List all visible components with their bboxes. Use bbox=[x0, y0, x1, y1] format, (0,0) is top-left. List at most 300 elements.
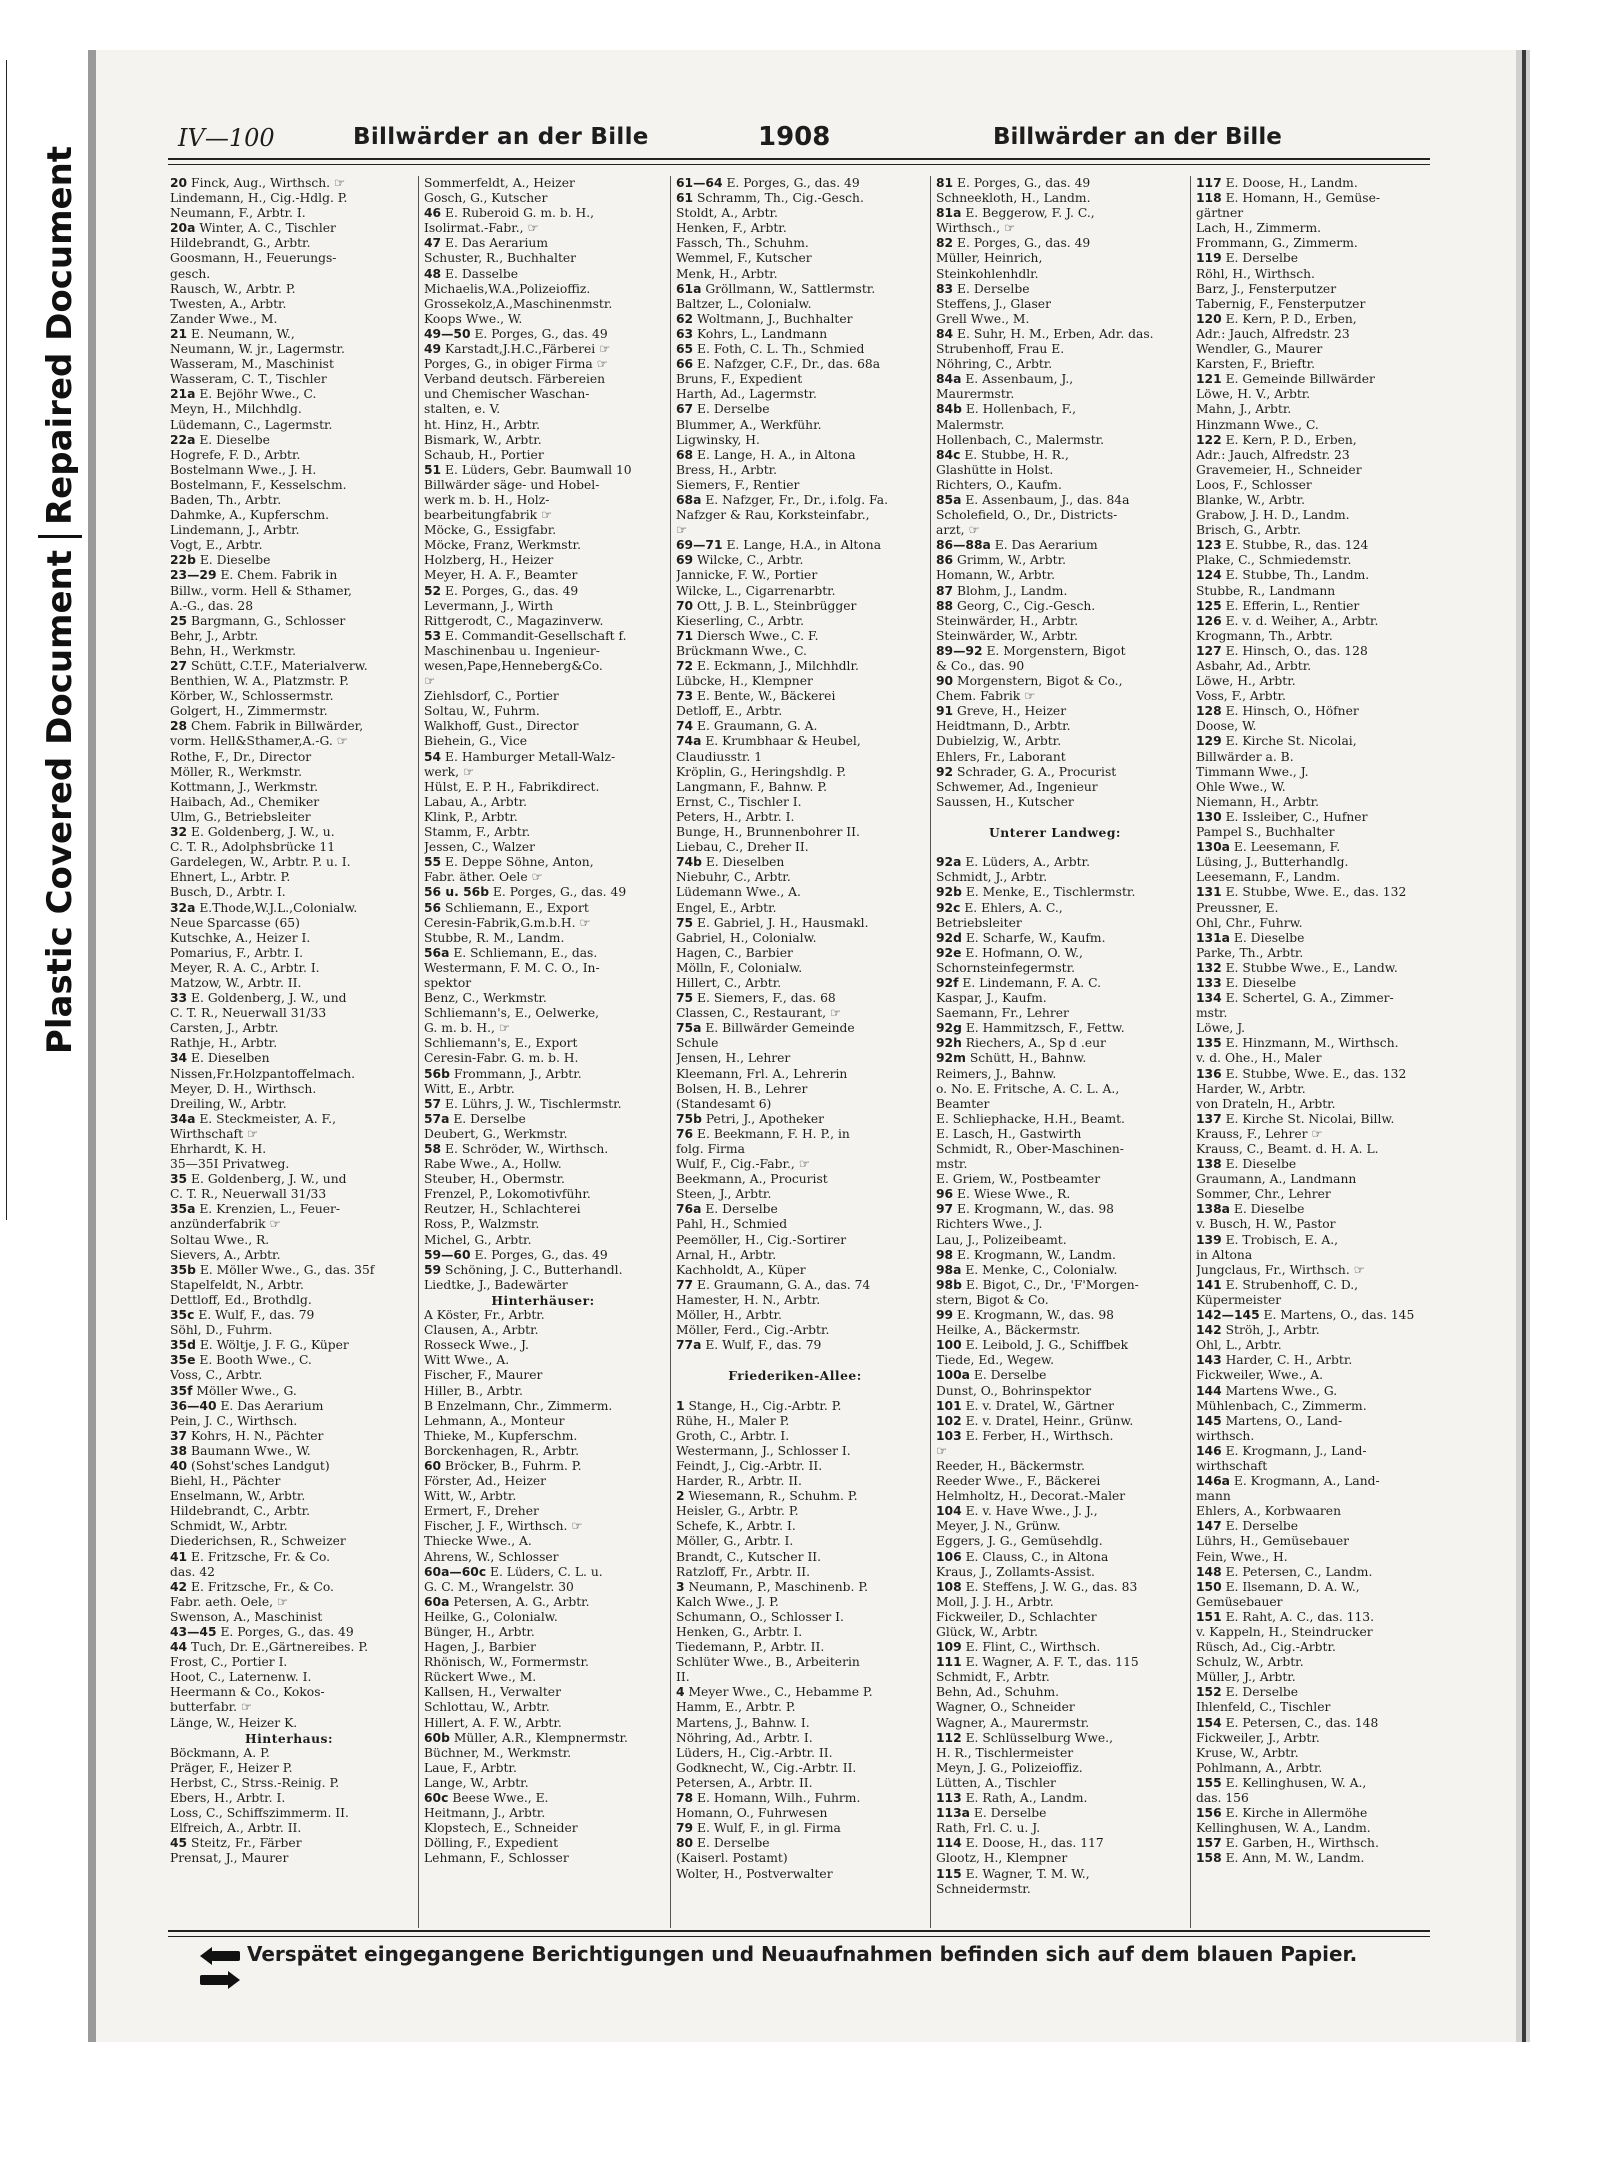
directory-entry: Hamm, E., Arbtr. P. bbox=[676, 1700, 796, 1715]
directory-entry: Benthien, W. A., Platzmstr. P. bbox=[170, 674, 349, 689]
directory-entry: Fischer, F., Maurer bbox=[424, 1368, 543, 1383]
directory-entry: Jannicke, F. W., Portier bbox=[676, 568, 818, 583]
directory-entry: 111 E. Wagner, A. F. T., das. 115 bbox=[936, 1655, 1139, 1670]
directory-entry: Kraus, J., Zollamts-Assist. bbox=[936, 1564, 1095, 1579]
directory-entry: Kruse, W., Arbtr. bbox=[1196, 1745, 1299, 1760]
directory-column-3 bbox=[676, 176, 914, 1882]
directory-entry: Frenzel, P., Lokomotivführ. bbox=[424, 1187, 591, 1202]
directory-entry: Nafzger & Rau, Korksteinfabr., bbox=[676, 508, 870, 523]
directory-entry: 83 E. Derselbe bbox=[936, 281, 1030, 296]
directory-entry: Saussen, H., Kutscher bbox=[936, 794, 1074, 809]
directory-entry: Ulm, G., Betriebsleiter bbox=[170, 809, 311, 824]
directory-entry: v. d. Ohe., H., Maler bbox=[1196, 1051, 1322, 1066]
directory-entry: ht. Hinz, H., Arbtr. bbox=[424, 417, 541, 432]
directory-entry: Ehrhardt, K. H. bbox=[170, 1142, 267, 1156]
directory-entry: Präger, F., Heizer P. bbox=[170, 1760, 293, 1775]
directory-entry bbox=[676, 1384, 914, 1399]
directory-entry: Steffens, J., Glaser bbox=[936, 296, 1051, 311]
directory-entry: 60c Beese Wwe., E. bbox=[424, 1791, 549, 1806]
directory-entry: mann bbox=[1196, 1489, 1231, 1504]
directory-entry: 129 E. Kirche St. Nicolai, bbox=[1196, 734, 1357, 749]
directory-entry: Laue, F., Arbtr. bbox=[424, 1760, 517, 1775]
directory-entry: Diederichsen, R., Schweizer bbox=[170, 1534, 346, 1549]
directory-entry: Glootz, H., Klempner bbox=[936, 1851, 1068, 1866]
column-divider bbox=[1190, 176, 1191, 1928]
directory-entry: Preussner, E. bbox=[1196, 900, 1279, 915]
directory-entry: Michel, G., Arbtr. bbox=[424, 1232, 532, 1247]
directory-entry: Reimers, J., Bahnw. bbox=[936, 1066, 1057, 1081]
directory-entry: 147 E. Derselbe bbox=[1196, 1519, 1299, 1534]
directory-entry: Möller, R., Werkmstr. bbox=[170, 764, 303, 779]
directory-entry: Körber, W., Schlossermstr. bbox=[170, 689, 334, 704]
header-title-left: Billwärder an der Bille bbox=[353, 124, 649, 150]
sidebar-label-repaired: Repaired Document bbox=[40, 145, 80, 525]
directory-entry: 49—50 E. Porges, G., das. 49 bbox=[424, 326, 608, 341]
directory-entry: Wasseram, C. T., Tischler bbox=[170, 372, 327, 387]
directory-entry: Moll, J. J. H., Arbtr. bbox=[936, 1594, 1054, 1609]
directory-entry: Gravemeier, H., Schneider bbox=[1196, 462, 1362, 477]
header-rule bbox=[168, 158, 1430, 165]
directory-entry: 80 E. Derselbe bbox=[676, 1836, 770, 1851]
directory-entry: Kleemann, Frl. A., Lehrerin bbox=[676, 1066, 848, 1081]
directory-entry: Carsten, J., Arbtr. bbox=[170, 1021, 279, 1036]
directory-entry: Schneidermstr. bbox=[936, 1881, 1031, 1896]
directory-entry: G. m. b. H., ☞ bbox=[424, 1021, 510, 1036]
directory-entry: 56 u. 56b E. Porges, G., das. 49 bbox=[424, 885, 627, 900]
directory-entry: Neue Sparcasse (65) bbox=[170, 915, 300, 930]
directory-entry: 35d E. Wöltje, J. F. G., Küper bbox=[170, 1338, 349, 1353]
directory-entry: Sievers, A., Arbtr. bbox=[170, 1247, 281, 1262]
directory-entry: Schlüter Wwe., B., Arbeiterin bbox=[676, 1655, 860, 1670]
directory-entry: Lau, J., Polizeibeamt. bbox=[936, 1232, 1067, 1247]
directory-entry: Rittgerodt, C., Magazinverw. bbox=[424, 613, 604, 628]
directory-entry: 74 E. Graumann, G. A. bbox=[676, 719, 818, 734]
directory-entry: Schwemer, Ad., Ingenieur bbox=[936, 779, 1098, 794]
directory-entry: Stapelfeldt, N., Arbtr. bbox=[170, 1277, 304, 1292]
directory-entry: Unterer Landweg: bbox=[989, 825, 1121, 841]
directory-entry: 126 E. v. d. Weiher, A., Arbtr. bbox=[1196, 613, 1379, 628]
directory-entry: v. Kappeln, H., Steindrucker bbox=[1196, 1625, 1373, 1639]
directory-entry: 102 E. v. Dratel, Heinr., Grünw. bbox=[936, 1413, 1134, 1428]
directory-entry: 127 E. Hinsch, O., das. 128 bbox=[1196, 643, 1368, 658]
directory-column-1 bbox=[170, 176, 408, 1867]
directory-entry: 132 E. Stubbe Wwe., E., Landw. bbox=[1196, 960, 1398, 975]
directory-entry: 92g E. Hammitzsch, F., Fettw. bbox=[936, 1021, 1125, 1036]
directory-entry: Mahn, J., Arbtr. bbox=[1196, 402, 1292, 417]
directory-entry: Richters Wwe., J. bbox=[936, 1217, 1043, 1232]
directory-entry: Büchner, M., Werkmstr. bbox=[424, 1745, 572, 1760]
directory-entry: Schulz, W., Arbtr. bbox=[1196, 1655, 1304, 1670]
directory-entry: Gemüsebauer bbox=[1196, 1594, 1283, 1609]
directory-entry: Meyer, H. A. F., Beamter bbox=[424, 568, 578, 583]
directory-entry: 22a E. Dieselbe bbox=[170, 432, 270, 447]
directory-entry: 56 Schliemann, E., Export bbox=[424, 900, 589, 915]
directory-entry: 133 E. Dieselbe bbox=[1196, 975, 1297, 990]
directory-entry: Lach, H., Zimmerm. bbox=[1196, 221, 1322, 236]
directory-entry: Kalch Wwe., J. P. bbox=[676, 1594, 779, 1609]
directory-entry: 57 E. Lührs, J. W., Tischlermstr. bbox=[424, 1096, 622, 1111]
directory-entry: Niemann, H., Arbtr. bbox=[1196, 794, 1320, 809]
directory-entry: Lange, W., Arbtr. bbox=[424, 1775, 529, 1790]
directory-entry: 88 Georg, C., Cig.-Gesch. bbox=[936, 598, 1096, 613]
directory-entry: Küpermeister bbox=[1196, 1292, 1282, 1307]
directory-entry: 1 Stange, H., Cig.-Arbtr. P. bbox=[676, 1398, 842, 1413]
directory-entry: (Kaiserl. Postamt) bbox=[676, 1851, 788, 1866]
directory-entry: 145 Martens, O., Land- bbox=[1196, 1413, 1343, 1428]
directory-entry: Witt, W., Arbtr. bbox=[424, 1489, 517, 1504]
directory-entry: Menk, H., Arbtr. bbox=[676, 266, 778, 281]
directory-entry: bearbeitungfabrik ☞ bbox=[424, 508, 553, 523]
directory-entry: Richters, O., Kaufm. bbox=[936, 477, 1062, 492]
directory-entry: werk, ☞ bbox=[424, 764, 474, 779]
directory-entry: Grossekolz,A.,Maschinenmstr. bbox=[424, 296, 613, 311]
header-title-right: Billwärder an der Bille bbox=[993, 124, 1282, 150]
directory-entry: Rüsch, Ad., Cig.-Arbtr. bbox=[1196, 1640, 1336, 1655]
directory-entry: Steinkohlenhdlr. bbox=[936, 266, 1039, 281]
directory-entry: Dettloff, Ed., Brothdlg. bbox=[170, 1292, 312, 1307]
directory-entry: Asbahr, Ad., Arbtr. bbox=[1196, 659, 1312, 673]
directory-entry: Reeder, H., Bäckermstr. bbox=[936, 1458, 1085, 1473]
directory-entry: 76 E. Beekmann, F. H. P., in bbox=[676, 1126, 850, 1141]
directory-entry: Wirthsch., ☞ bbox=[936, 221, 1015, 236]
directory-entry: Lehmann, A., Monteur bbox=[424, 1413, 565, 1428]
directory-entry: 84c E. Stubbe, H. R., bbox=[936, 447, 1069, 462]
directory-entry: Krauss, F., Lehrer ☞ bbox=[1196, 1126, 1323, 1141]
directory-entry: Swenson, A., Maschinist bbox=[170, 1609, 323, 1624]
directory-entry: spektor bbox=[424, 975, 472, 990]
directory-entry: Böckmann, A. P. bbox=[170, 1745, 270, 1760]
directory-entry: Sommer, Chr., Lehrer bbox=[1196, 1187, 1331, 1202]
directory-entry: 70 Ott, J. B. L., Steinbrügger bbox=[676, 598, 857, 613]
directory-entry: Heilke, A., Bäckermstr. bbox=[936, 1323, 1081, 1338]
directory-entry: Feindt, J., Cig.-Arbtr. II. bbox=[676, 1458, 823, 1473]
directory-entry bbox=[936, 810, 1174, 825]
directory-entry: Homann, O., Fuhrwesen bbox=[676, 1806, 828, 1821]
directory-entry: mstr. bbox=[936, 1157, 968, 1172]
directory-entry: Möcke, G., Essigfabr. bbox=[424, 523, 557, 538]
directory-entry: 85a E. Assenbaum, J., das. 84a bbox=[936, 492, 1130, 507]
directory-entry: 92d E. Scharfe, W., Kaufm. bbox=[936, 930, 1106, 945]
directory-entry: 100a E. Derselbe bbox=[936, 1368, 1047, 1383]
directory-entry: Ohle Wwe., W. bbox=[1196, 779, 1286, 794]
directory-entry: Steinwärder, W., Arbtr. bbox=[936, 628, 1078, 643]
directory-entry: 103 E. Ferber, H., Wirthsch. bbox=[936, 1428, 1114, 1443]
directory-entry: Mölln, F., Colonialw. bbox=[676, 960, 803, 975]
directory-entry: Pein, J. C., Wirthsch. bbox=[170, 1413, 298, 1428]
directory-entry: 35f Möller Wwe., G. bbox=[170, 1383, 297, 1398]
directory-entry: Ohl, Chr., Fuhrw. bbox=[1196, 915, 1303, 930]
directory-entry: 41 E. Fritzsche, Fr. & Co. bbox=[170, 1549, 331, 1564]
directory-entry: Wilcke, L., Cigarrenarbtr. bbox=[676, 583, 836, 598]
directory-entry: Schmidt, R., Ober-Maschinen- bbox=[936, 1142, 1124, 1156]
directory-entry: Pomarius, F., Arbtr. I. bbox=[170, 945, 304, 960]
directory-entry: Busch, D., Arbtr. I. bbox=[170, 885, 286, 900]
directory-entry: Ceresin-Fabr. G. m. b. H. bbox=[424, 1051, 579, 1066]
footer-rule bbox=[168, 1930, 1430, 1937]
directory-entry: Goosmann, H., Feuerungs- bbox=[170, 251, 337, 266]
directory-entry: 71 Diersch Wwe., C. F. bbox=[676, 628, 819, 643]
directory-entry: Peemöller, H., Cig.-Sortirer bbox=[676, 1232, 847, 1247]
directory-entry: Billwärder a. B. bbox=[1196, 749, 1294, 764]
directory-entry: Strubenhoff, Frau E. bbox=[936, 342, 1065, 357]
directory-entry: Biehein, G., Vice bbox=[424, 734, 527, 749]
directory-entry: 35c E. Wulf, F., das. 79 bbox=[170, 1308, 315, 1323]
directory-entry: Bolsen, H. B., Lehrer bbox=[676, 1081, 808, 1096]
directory-entry: Ehlers, Fr., Laborant bbox=[936, 749, 1066, 764]
directory-entry: 138 E. Dieselbe bbox=[1196, 1157, 1297, 1172]
directory-entry: Kaspar, J., Kaufm. bbox=[936, 991, 1047, 1006]
directory-entry: 152 E. Derselbe bbox=[1196, 1685, 1299, 1700]
directory-entry: Malermstr. bbox=[936, 417, 1005, 432]
directory-entry: Ross, P., Walzmstr. bbox=[424, 1217, 540, 1232]
directory-entry: Niebuhr, C., Arbtr. bbox=[676, 870, 791, 885]
directory-entry: 67 E. Derselbe bbox=[676, 402, 770, 417]
directory-entry: Twesten, A., Arbtr. bbox=[170, 296, 287, 311]
directory-entry: Baltzer, L., Colonialw. bbox=[676, 296, 812, 311]
directory-entry: Wirthschaft ☞ bbox=[170, 1126, 258, 1141]
directory-column-2 bbox=[424, 176, 662, 1867]
directory-entry: Schliemann's, E., Export bbox=[424, 1036, 578, 1051]
directory-entry: Billw., vorm. Hell & Sthamer, bbox=[170, 583, 352, 598]
directory-entry: 79 E. Wulf, F., in gl. Firma bbox=[676, 1821, 841, 1836]
directory-entry: Fabr. äther. Oele ☞ bbox=[424, 870, 543, 885]
directory-entry: 91 Greve, H., Heizer bbox=[936, 704, 1067, 719]
directory-entry: 59—60 E. Porges, G., das. 49 bbox=[424, 1247, 608, 1262]
directory-entry: Lüders, H., Cig.-Arbtr. II. bbox=[676, 1745, 833, 1760]
directory-entry: 104 E. v. Have Wwe., J. J., bbox=[936, 1504, 1098, 1519]
directory-entry: 60a Petersen, A. G., Arbtr. bbox=[424, 1594, 590, 1609]
directory-entry: 118 E. Homann, H., Gemüse- bbox=[1196, 191, 1381, 206]
directory-entry: Timmann Wwe., J. bbox=[1196, 764, 1309, 779]
directory-entry: Bismark, W., Arbtr. bbox=[424, 432, 542, 447]
directory-entry: Kottmann, J., Werkmstr. bbox=[170, 779, 319, 794]
directory-entry: Meyn, J. G., Polizeioffiz. bbox=[936, 1760, 1083, 1775]
directory-entry: butterfabr. ☞ bbox=[170, 1700, 252, 1715]
directory-entry: Harder, W., Arbtr. bbox=[1196, 1081, 1306, 1096]
directory-entry: 99 E. Krogmann, W., das. 98 bbox=[936, 1308, 1115, 1323]
directory-entry: 138a E. Dieselbe bbox=[1196, 1202, 1305, 1217]
pointing-hand-icon bbox=[200, 1947, 240, 1965]
directory-entry: 74b E. Dieselben bbox=[676, 855, 785, 870]
directory-entry: 134 E. Schertel, G. A., Zimmer- bbox=[1196, 991, 1394, 1006]
directory-entry: Wemmel, F., Kutscher bbox=[676, 251, 812, 266]
directory-entry: Fabr. aeth. Oele, ☞ bbox=[170, 1594, 288, 1609]
directory-entry: 120 E. Kern, P. D., Erben, bbox=[1196, 311, 1357, 326]
directory-entry: Länge, W., Heizer K. bbox=[170, 1715, 298, 1730]
directory-entry: arzt, ☞ bbox=[936, 523, 980, 538]
directory-entry: 148 E. Petersen, C., Landm. bbox=[1196, 1564, 1373, 1579]
directory-entry: Heisler, G., Arbtr. P. bbox=[676, 1504, 799, 1519]
directory-entry: Ceresin-Fabrik,G.m.b.H. ☞ bbox=[424, 915, 591, 930]
directory-entry: Meyer, D. H., Wirthsch. bbox=[170, 1081, 317, 1096]
sidebar-divider bbox=[6, 60, 7, 1220]
directory-entry: 97 E. Krogmann, W., das. 98 bbox=[936, 1202, 1115, 1217]
pointing-hand-icon bbox=[200, 1971, 240, 1989]
directory-entry: Harder, R., Arbtr. II. bbox=[676, 1474, 802, 1489]
directory-entry: Müller, Heinrich, bbox=[936, 251, 1043, 266]
directory-entry: Koops Wwe., W. bbox=[424, 311, 523, 326]
directory-entry: Voss, F., Arbtr. bbox=[1196, 689, 1286, 704]
directory-entry: 77 E. Graumann, G. A., das. 74 bbox=[676, 1277, 871, 1292]
directory-entry: Westermann, J., Schlosser I. bbox=[676, 1443, 851, 1458]
directory-entry: Siemers, F., Rentier bbox=[676, 477, 800, 492]
directory-entry: C. T. R., Neuerwall 31/33 bbox=[170, 1187, 327, 1202]
directory-entry: Ohl, L., Arbtr. bbox=[1196, 1338, 1282, 1353]
directory-entry: Prensat, J., Maurer bbox=[170, 1851, 289, 1866]
directory-entry: Grell Wwe., M. bbox=[936, 311, 1030, 326]
directory-entry: 100 E. Leibold, J. G., Schiffbek bbox=[936, 1338, 1129, 1353]
directory-entry: Tabernig, F., Fensterputzer bbox=[1196, 296, 1366, 311]
directory-entry: Hülst, E. P. H., Fabrikdirect. bbox=[424, 779, 600, 794]
directory-entry: Maurermstr. bbox=[936, 387, 1015, 402]
directory-entry: 3 Neumann, P., Maschinenb. P. bbox=[676, 1579, 869, 1594]
directory-entry: Engel, E., Arbtr. bbox=[676, 900, 777, 915]
directory-entry: Krauss, C., Beamt. d. H. A. L. bbox=[1196, 1142, 1379, 1156]
directory-entry: 84b E. Hollenbach, F., bbox=[936, 402, 1077, 417]
page-number: IV—100 bbox=[178, 124, 275, 152]
directory-entry: 43—45 E. Porges, G., das. 49 bbox=[170, 1625, 354, 1639]
directory-entry: 40 (Sohst'sches Landgut) bbox=[170, 1458, 330, 1473]
directory-entry: 123 E. Stubbe, R., das. 124 bbox=[1196, 538, 1369, 553]
directory-entry: Vogt, E., Arbtr. bbox=[170, 538, 263, 553]
directory-entry: 23—29 E. Chem. Fabrik in bbox=[170, 568, 338, 583]
directory-entry: 36—40 E. Das Aerarium bbox=[170, 1398, 324, 1413]
directory-entry: Gosch, G., Kutscher bbox=[424, 191, 548, 206]
directory-entry: anzünderfabrik ☞ bbox=[170, 1217, 281, 1232]
directory-entry: Claudiusstr. 1 bbox=[676, 749, 763, 764]
directory-entry: Dahmke, A., Kupferschm. bbox=[170, 508, 330, 523]
directory-entry: Levermann, J., Wirth bbox=[424, 598, 553, 613]
directory-entry: 51 E. Lüders, Gebr. Baumwall 10 bbox=[424, 462, 632, 477]
directory-entry: Wulf, F., Cig.-Fabr., ☞ bbox=[676, 1157, 810, 1172]
directory-entry: und Chemischer Waschan- bbox=[424, 387, 590, 402]
directory-entry: 151 E. Raht, A. C., das. 113. bbox=[1196, 1609, 1375, 1624]
directory-entry: Förster, Ad., Heizer bbox=[424, 1474, 547, 1489]
directory-column-4 bbox=[936, 176, 1174, 1897]
directory-entry: 73 E. Bente, W., Bäckerei bbox=[676, 689, 836, 704]
directory-entry: Golgert, H., Zimmermstr. bbox=[170, 704, 328, 719]
directory-entry: Rhönisch, W., Formermstr. bbox=[424, 1655, 589, 1670]
directory-entry: Barz, J., Fensterputzer bbox=[1196, 281, 1337, 296]
directory-entry: 77a E. Wulf, F., das. 79 bbox=[676, 1338, 822, 1353]
directory-entry: Elfreich, A., Arbtr. II. bbox=[170, 1821, 302, 1836]
directory-entry: das. 156 bbox=[1196, 1791, 1249, 1806]
directory-entry: mstr. bbox=[1196, 1006, 1228, 1021]
directory-entry: Wolter, H., Postverwalter bbox=[676, 1866, 833, 1881]
directory-entry: Hildebrandt, G., Arbtr. bbox=[170, 236, 311, 251]
directory-entry: Loss, C., Schiffszimmerm. II. bbox=[170, 1806, 349, 1821]
directory-entry: Langmann, F., Bahnw. P. bbox=[676, 779, 828, 794]
directory-entry: 52 E. Porges, G., das. 49 bbox=[424, 583, 579, 598]
directory-entry: Friederiken-Allee: bbox=[728, 1368, 862, 1384]
directory-entry: 42 E. Fritzsche, Fr., & Co. bbox=[170, 1579, 334, 1594]
directory-entry: gärtner bbox=[1196, 206, 1244, 221]
directory-entry: gesch. bbox=[170, 266, 211, 281]
directory-column-5 bbox=[1196, 176, 1428, 1867]
directory-entry: 92e E. Hofmann, O. W., bbox=[936, 945, 1083, 960]
directory-entry: o. No. E. Fritsche, A. C. L. A., bbox=[936, 1081, 1120, 1096]
directory-entry: 84 E. Suhr, H. M., Erben, Adr. das. bbox=[936, 326, 1154, 341]
directory-entry: Liebau, C., Dreher II. bbox=[676, 840, 809, 855]
directory-entry: Heitmann, J., Arbtr. bbox=[424, 1806, 546, 1821]
directory-entry: Betriebsleiter bbox=[936, 915, 1022, 930]
directory-entry: Holzberg, H., Heizer bbox=[424, 553, 554, 568]
directory-entry: 35b E. Möller Wwe., G., das. 35f bbox=[170, 1262, 375, 1277]
directory-entry: 150 E. Ilsemann, D. A. W., bbox=[1196, 1579, 1360, 1594]
directory-entry: Soltau Wwe., R. bbox=[170, 1232, 270, 1247]
directory-entry: 92h Riechers, A., Sp d .eur bbox=[936, 1036, 1106, 1051]
directory-entry: Lüdemann, C., Lagermstr. bbox=[170, 417, 333, 432]
directory-entry: Dölling, F., Expedient bbox=[424, 1836, 559, 1851]
directory-entry: 98a E. Menke, C., Colonialw. bbox=[936, 1262, 1118, 1277]
directory-entry: II. bbox=[676, 1670, 690, 1685]
directory-entry: Matzow, W., Arbtr. II. bbox=[170, 975, 302, 990]
directory-entry: 81a E. Beggerow, F. J. C., bbox=[936, 206, 1095, 221]
sidebar-label-plastic: Plastic Covered Document bbox=[40, 550, 80, 1055]
directory-entry: 68 E. Lange, H. A., in Altona bbox=[676, 447, 856, 462]
directory-entry: 113a E. Derselbe bbox=[936, 1806, 1047, 1821]
directory-entry: 155 E. Kellinghusen, W. A., bbox=[1196, 1775, 1367, 1790]
directory-entry: Heilke, G., Colonialw. bbox=[424, 1609, 558, 1624]
directory-entry: Fickweiler, Wwe., A. bbox=[1196, 1368, 1324, 1383]
directory-entry: 34 E. Dieselben bbox=[170, 1051, 270, 1066]
directory-entry: 146a E. Krogmann, A., Land- bbox=[1196, 1474, 1380, 1489]
directory-entry: (Standesamt 6) bbox=[676, 1096, 772, 1111]
directory-entry: Reeder Wwe., F., Bäckerei bbox=[936, 1474, 1101, 1489]
directory-entry: 47 E. Das Aerarium bbox=[424, 236, 548, 251]
directory-entry: Bostelmann, F., Kesselschm. bbox=[170, 477, 347, 492]
directory-entry: 20a Winter, A. C., Tischler bbox=[170, 221, 336, 236]
directory-entry: Doose, W. bbox=[1196, 719, 1257, 734]
directory-entry: Hinterhäuser: bbox=[491, 1292, 595, 1308]
column-divider bbox=[418, 176, 419, 1928]
directory-entry: 28 Chem. Fabrik in Billwärder, bbox=[170, 719, 364, 734]
directory-entry: Harth, Ad., Lagermstr. bbox=[676, 387, 817, 402]
directory-entry: Witt, E., Arbtr. bbox=[424, 1081, 515, 1096]
footer-notice bbox=[200, 1942, 1400, 1982]
directory-entry: 109 E. Flint, C., Wirthsch. bbox=[936, 1640, 1101, 1655]
directory-entry: 48 E. Dasselbe bbox=[424, 266, 518, 281]
directory-entry: Plake, C., Schmiedemstr. bbox=[1196, 553, 1352, 568]
sidebar-text bbox=[30, 10, 90, 1190]
directory-entry: Brandt, C., Kutscher II. bbox=[676, 1549, 822, 1564]
directory-entry: Ratzloff, Fr., Arbtr. II. bbox=[676, 1564, 811, 1579]
directory-entry: Hillert, A. F. W., Arbtr. bbox=[424, 1715, 562, 1730]
directory-entry: 33 E. Goldenberg, J. W., und bbox=[170, 991, 347, 1006]
directory-entry: Gabriel, H., Colonialw. bbox=[676, 930, 817, 945]
directory-entry: 78 E. Homann, Wilh., Fuhrm. bbox=[676, 1791, 861, 1806]
directory-entry: Bress, H., Arbtr. bbox=[676, 462, 778, 477]
directory-entry: 2 Wiesemann, R., Schuhm. P. bbox=[676, 1489, 858, 1504]
directory-entry: Clausen, A., Arbtr. bbox=[424, 1323, 539, 1338]
directory-entry: Steen, J., Arbtr. bbox=[676, 1187, 772, 1202]
directory-entry: Schuster, R., Buchhalter bbox=[424, 251, 577, 266]
directory-entry: 49 Karstadt,J.H.C.,Färberei ☞ bbox=[424, 342, 611, 357]
directory-entry: 66 E. Nafzger, C.F., Dr., das. 68a bbox=[676, 357, 881, 372]
directory-entry: 58 E. Schröder, W., Wirthsch. bbox=[424, 1142, 609, 1156]
directory-entry: Parke, Th., Arbtr. bbox=[1196, 945, 1304, 960]
directory-entry: Kutschke, A., Heizer I. bbox=[170, 930, 311, 945]
directory-entry: Rabe Wwe., A., Hollw. bbox=[424, 1157, 562, 1172]
directory-entry: Fein, Wwe., H. bbox=[1196, 1549, 1288, 1564]
directory-entry: Mühlenbach, C., Zimmerm. bbox=[1196, 1398, 1367, 1413]
directory-entry: Meyer, J. N., Grünw. bbox=[936, 1519, 1061, 1534]
directory-entry: 131 E. Stubbe, Wwe. E., das. 132 bbox=[1196, 885, 1407, 900]
directory-entry: Dreiling, W., Arbtr. bbox=[170, 1096, 287, 1111]
directory-entry: Steuber, H., Obermstr. bbox=[424, 1172, 565, 1187]
directory-entry: 21 E. Neumann, W., bbox=[170, 326, 295, 341]
directory-entry: 72 E. Eckmann, J., Milchhdlr. bbox=[676, 659, 859, 673]
